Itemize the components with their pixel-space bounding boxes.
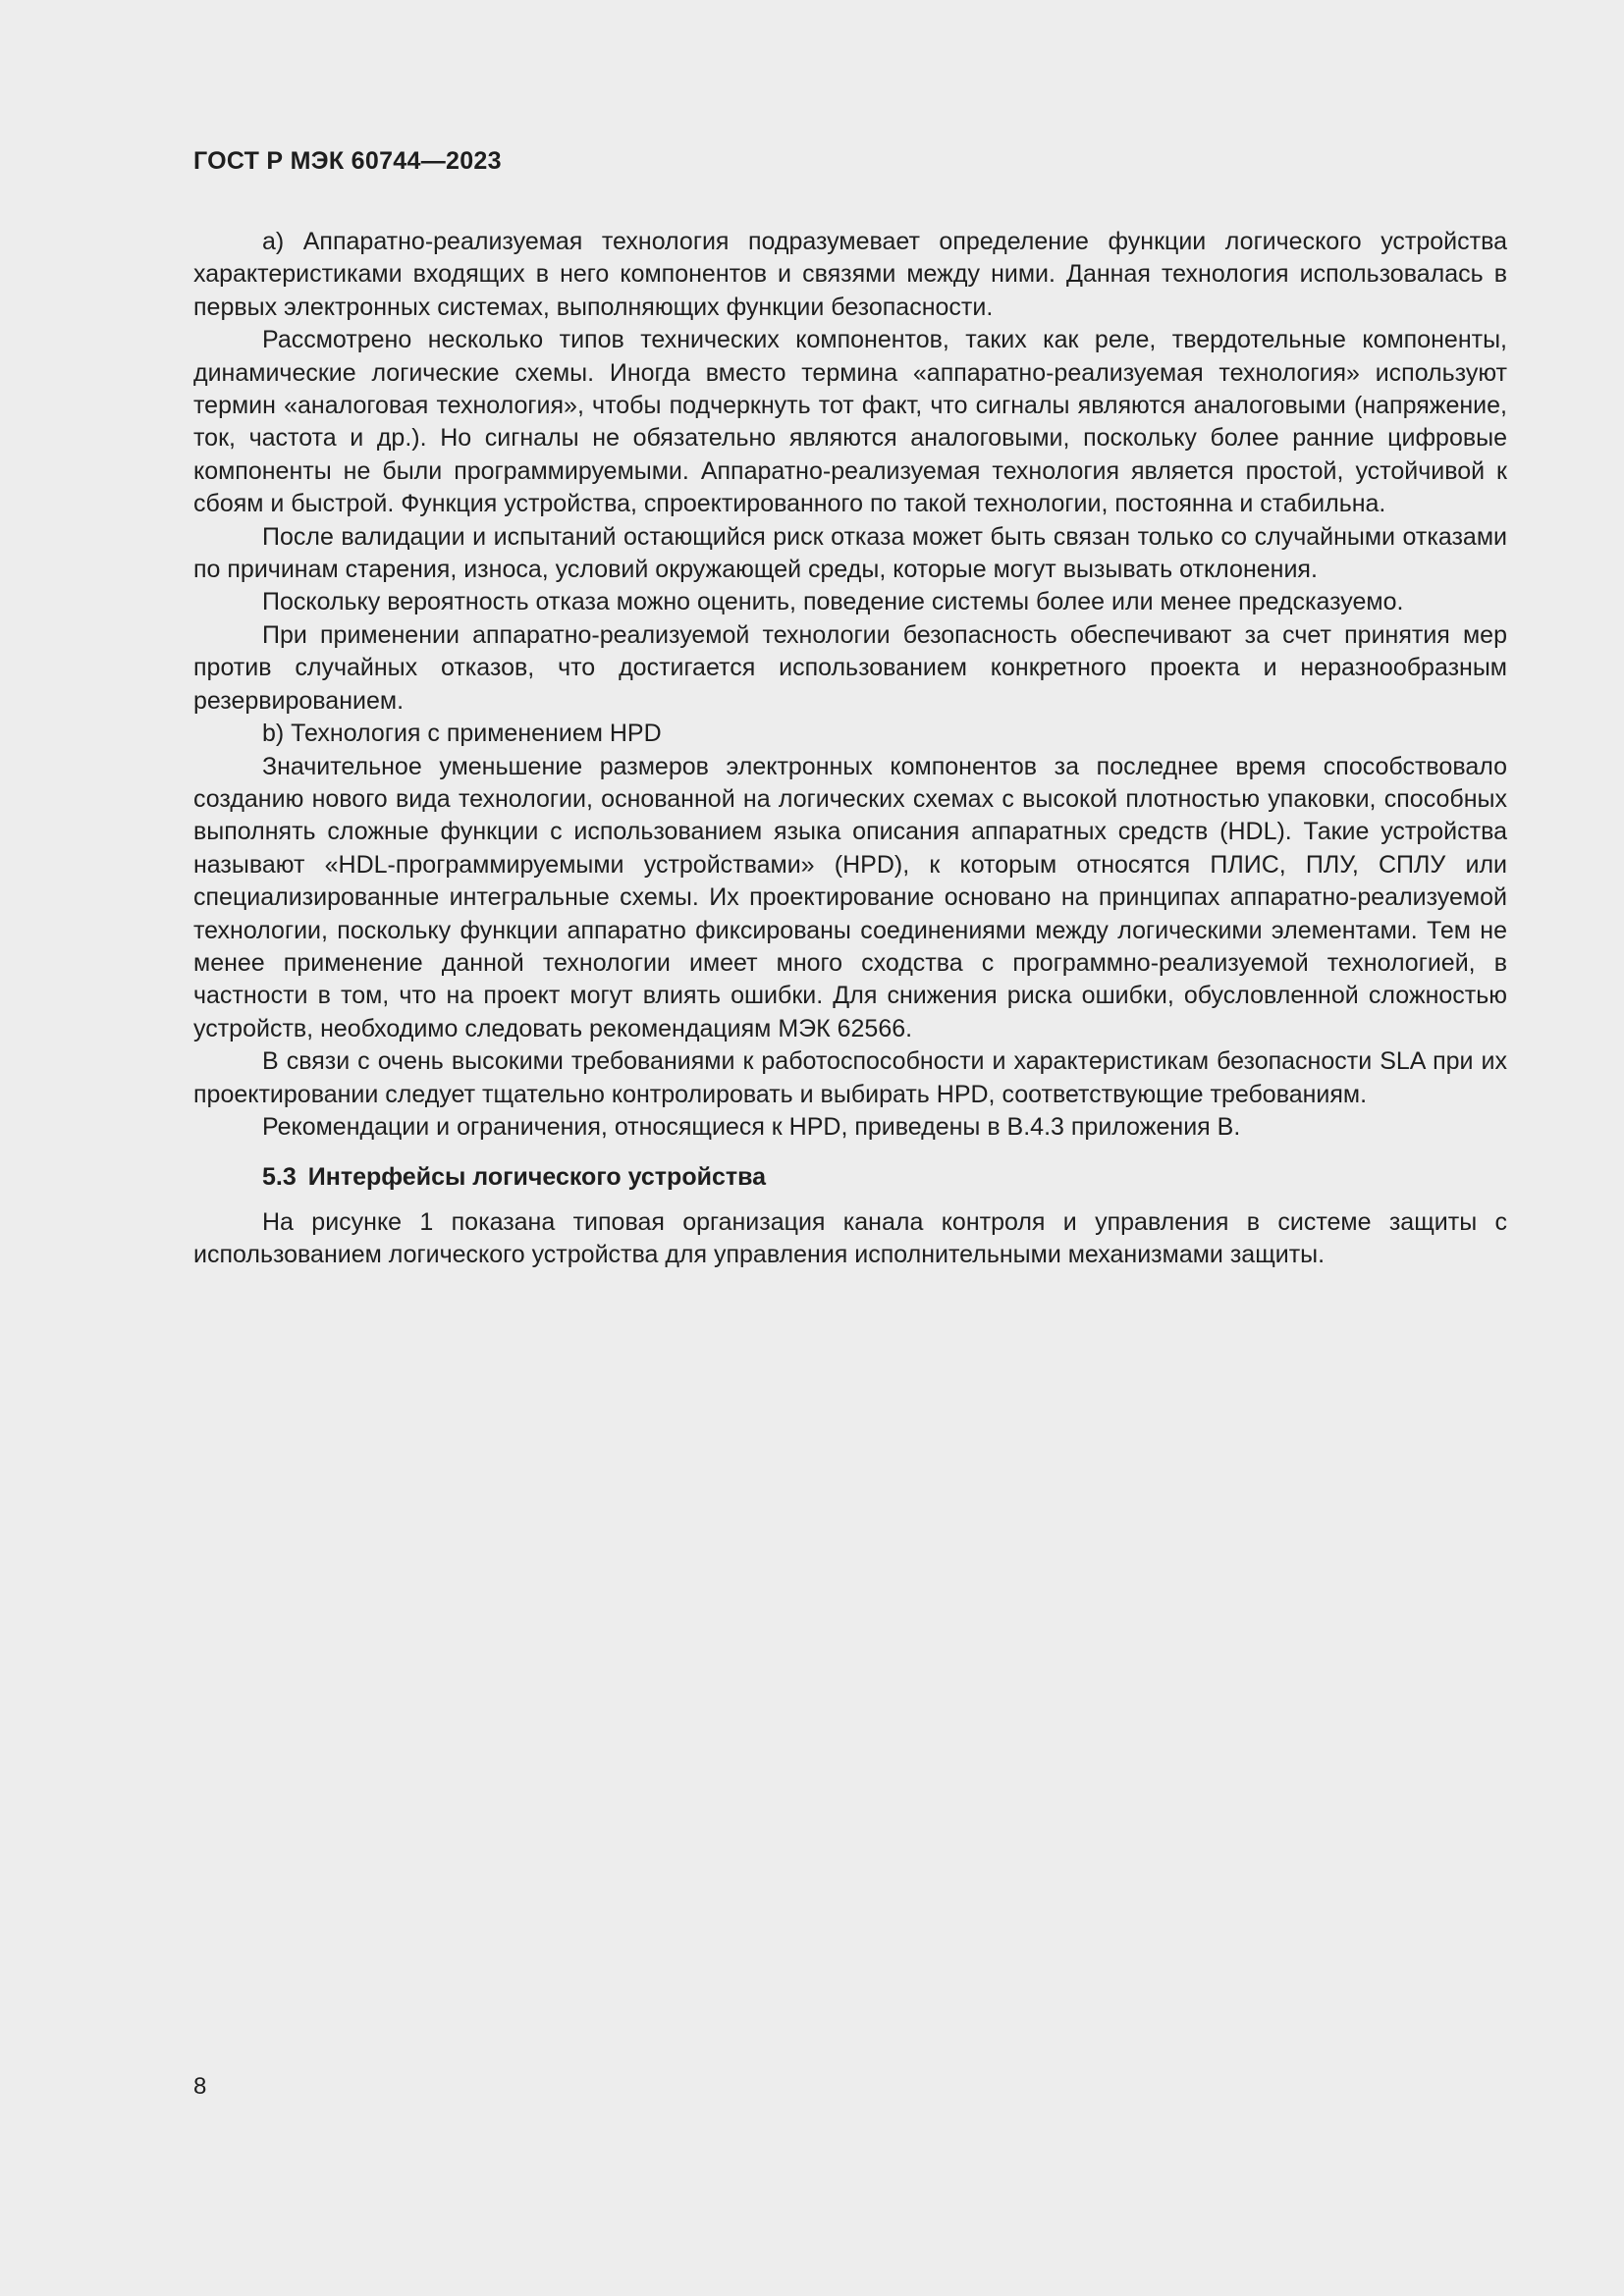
paragraph: При применении аппаратно-реализуемой технологии безопасность обеспечивают за счет принятия мер против случайных отказов, что достигается использованием конкретного проекта и неразнообразным резервированием.: [193, 620, 1507, 715]
paragraph: Рассмотрено несколько типов технических компонентов, таких как реле, твердотельные компоненты, динамические логические схемы. Иногда вместо термина «аппаратно-реализуемая технология» используют термин «аналоговая технология», чтобы подчеркнуть тот факт, что сигналы являются аналоговыми (напряжение, ток, частота и др.). Но сигналы не обязательно являются аналоговыми, поскольку более ранние цифровые компоненты не были программируемыми. Аппаратно-реализуемая технология является простой, устойчивой к сбоям и быстрой. Функция устройства, спроектированного по такой технологии, постоянна и стабильна.: [193, 326, 1507, 518]
paragraph-subheading: b) Технология с применением HPD: [262, 720, 662, 748]
paragraph: На рисунке 1 показана типовая организация канала контроля и управления в системе защиты с использованием логического устройства для управления исполнительными механизмами защиты.: [193, 1207, 1507, 1269]
paragraph: После валидации и испытаний остающийся риск отказа может быть связан только со случайными отказами по причинам старения, износа, условий окружающей среды, которые могут вызывать отклонения.: [193, 522, 1507, 584]
paragraph: Значительное уменьшение размеров электронных компонентов за последнее время способствовало созданию нового вида технологии, основанной на логических схемах с высокой плотностью упаковки, способных выполнять сложные функции с использованием языка описания аппаратных средств (HDL). Такие устройства называют «HDL-программируемыми устройствами» (HPD), к которым относятся ПЛИС, ПЛУ, СПЛУ или специализированные интегральные схемы. Их проектирование основано на принципах аппаратно-реализуемой технологии, поскольку функции аппаратно фиксированы соединениями между логическими элементами. Тем не менее применение данной технологии имеет много сходства с программно-реализуемой технологией, в частности в том, что на проект могут влиять ошибки. Для снижения риска ошибки, обусловленной сложностью устройств, необходимо следовать рекомендациям МЭК 62566.: [193, 752, 1507, 1042]
paragraph: Рекомендации и ограничения, относящиеся к HPD, приведены в В.4.3 приложения В.: [262, 1112, 1241, 1141]
document-header: ГОСТ Р МЭК 60744—2023: [193, 147, 502, 175]
paragraph: В связи с очень высокими требованиями к работоспособности и характеристикам безопасности SLA при их проектировании следует тщательно контролировать и выбирать HPD, соответствующие требованиям.: [193, 1047, 1507, 1108]
section-title: Интерфейсы логического устройства: [307, 1163, 767, 1192]
paragraph: Поскольку вероятность отказа можно оценить, поведение системы более или менее предсказуемо.: [262, 588, 1404, 616]
page-number: 8: [193, 2073, 207, 2100]
section-number: 5.3: [262, 1163, 297, 1192]
document-body: [193, 226, 1507, 1272]
section-heading: [193, 1161, 1507, 1194]
paragraph: а) Аппаратно-реализуемая технология подразумевает определение функции логического устройства характеристиками входящих в него компонентов и связями между ними. Данная технология использовалась в первых электронных системах, выполняющих функции безопасности.: [193, 228, 1507, 321]
